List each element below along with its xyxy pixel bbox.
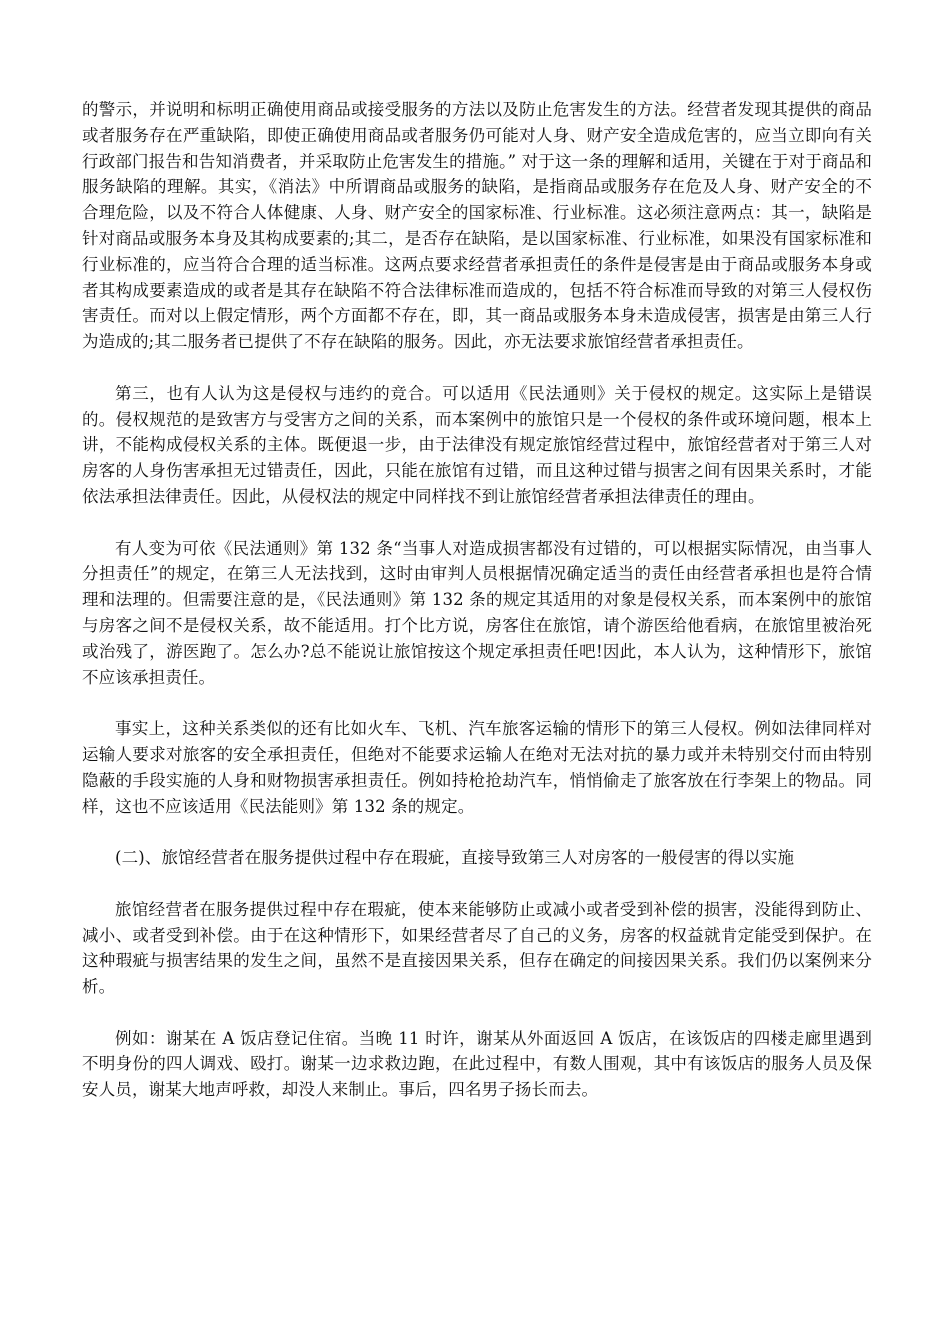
paragraph-article-132: 有人变为可依《民法通则》第 132 条“当事人对造成损害都没有过错的，可以根据实际情况，由当事人分担责任”的规定，在第三人无法找到，这时由审判人员根据情况确定适当的责任由经营者承担也是符合情理和法理的。但需要注意的是，《民法通则》第 132 条的规定其适用的对象是侵权关系，而本案例中的旅馆与房客之间不是侵权关系，故不能适用。打个比方说，房客住在旅馆，请个游医给他看病，在旅馆里被治死或治残了，游医跑了。怎么办?总不能说让旅馆按这个规定承担责任吧!因此，本人认为，这种情形下，旅馆不应该承担责任。 [82, 538, 872, 687]
paragraph-transport-analogy: 事实上，这种关系类似的还有比如火车、飞机、汽车旅客运输的情形下的第三人侵权。例如法律同样对运输人要求对旅客的安全承担责任，但绝对不能要求运输人在绝对无法对抗的暴力或并未特别交付而由特别隐蔽的手段实施的人身和财物损害承担责任。例如持枪抢劫汽车，悄悄偷走了旅客放在行李架上的物品。同样，这也不应该适用《民法能则》第 132 条的规定。 [82, 719, 872, 816]
paragraph-third-point: 第三，也有人认为这是侵权与违约的竞合。可以适用《民法通则》关于侵权的规定。这实际上是错误的。侵权规范的是致害方与受害方之间的关系，而本案例中的旅馆只是一个侵权的条件或环境问题，根本上讲，不能构成侵权关系的主体。既便退一步，由于法律没有规定旅馆经营过程中，旅馆经营者对于第三人对房客的人身伤害承担无过错责任，因此，只能在旅馆有过错，而且这种过错与损害之间有因果关系时，才能依法承担法律责任。因此，从侵权法的规定中同样找不到让旅馆经营者承担法律责任的理由。 [82, 383, 872, 506]
paragraph-case-example: 例如：谢某在 A 饭店登记住宿。当晚 11 时许，谢某从外面返回 A 饭店，在该饭店的四楼走廊里遇到不明身份的四人调戏、殴打。谢某一边求救边跑，在此过程中，有数人围观，其中有该饭店的服务人员及保安人员，谢某大地声呼救，却没人来制止。事后，四名男子扬长而去。 [82, 1028, 872, 1100]
document-body [82, 97, 872, 1129]
section-heading-two: (二)、旅馆经营者在服务提供过程中存在瑕疵，直接导致第三人对房客的一般侵害的得以实施 [115, 848, 795, 868]
paragraph-warning-continuation: 的警示，并说明和标明正确使用商品或接受服务的方法以及防止危害发生的方法。经营者发现其提供的商品或者服务存在严重缺陷，即使正确使用商品或者服务仍可能对人身、财产安全造成危害的，应当立即向有关行政部门报告和告知消费者，并采取防止危害发生的措施。” 对于这一条的理解和适用，关键在于对于商品和服务缺陷的理解。其实，《消法》中所谓商品或服务的缺陷，是指商品或服务存在危及人身、财产安全的不合理危险，以及不符合人体健康、人身、财产安全的国家标准、行业标准。这必须注意两点：其一，缺陷是针对商品或服务本身及其构成要素的;其二，是否存在缺陷，是以国家标准、行业标准，如果没有国家标准和行业标准的，应当符合合理的适当标准。这两点要求经营者承担责任的条件是侵害是由于商品或服务本身或者其构成要素造成的或者是其存在缺陷不符合法律标准而造成的，包括不符合标准而导致的对第三人侵权伤害责任。而对以上假定情形，两个方面都不存在，即，其一商品或服务本身未造成侵害，损害是由第三人行为造成的;其二服务者已提供了不存在缺陷的服务。因此，亦无法要求旅馆经营者承担责任。 [82, 100, 872, 352]
paragraph-service-defect: 旅馆经营者在服务提供过程中存在瑕疵，使本来能够防止或减小或者受到补偿的损害，没能得到防止、减小、或者受到补偿。由于在这种情形下，如果经营者尽了自己的义务，房客的权益就肯定能受到保护。在这种瑕疵与损害结果的发生之间，虽然不是直接因果关系，但存在确定的间接因果关系。我们仍以案例来分析。 [82, 899, 872, 997]
